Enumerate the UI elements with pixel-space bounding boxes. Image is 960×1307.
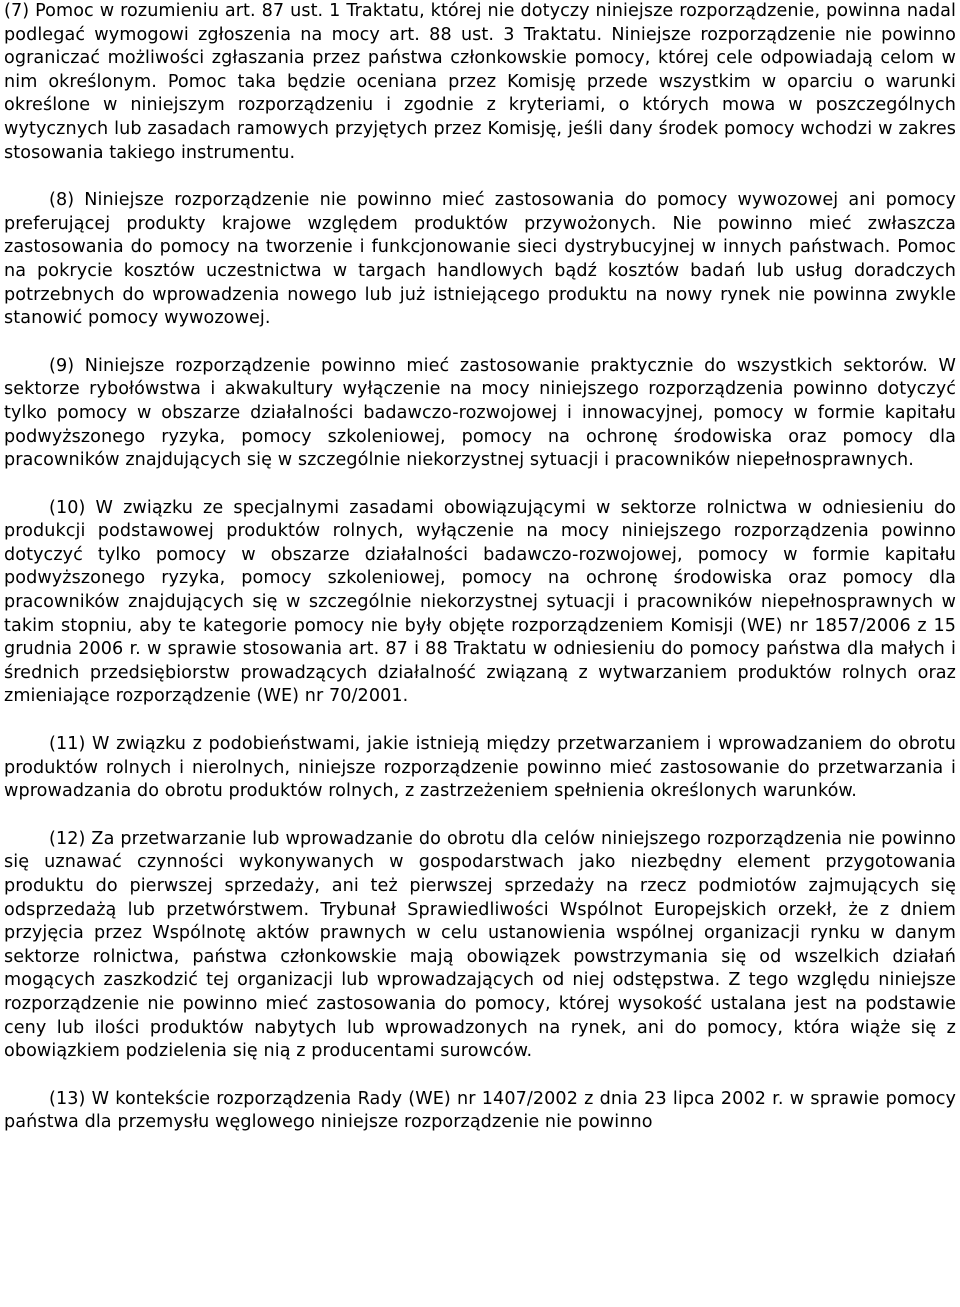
paragraph-13: (13) W kontekście rozporządzenia Rady (WE) nr 1407/2002 z dnia 23 lipca 2002 r. w sprawie pomocy państwa dla przemysłu węglowego niniejsze rozporządzenie nie powinno: [4, 1088, 956, 1133]
paragraph-9: (9) Niniejsze rozporządzenie powinno mieć zastosowanie praktycznie do wszystkich sektorów. W sektorze rybołówstwa i akwakultury wyłączenie na mocy niniejszego rozporządzenia powinno dotyczyć tylko pomocy w obszarze działalności badawczo-rozwojowej i innowacyjnej, pomocy w formie kapitału podwyższonego ryzyka, pomocy szkoleniowej, pomocy na ochronę środowiska oraz pomocy dla pracowników znajdujących się w szczególnie niekorzystnej sytuacji i pracowników niepełnosprawnych.: [4, 355, 956, 471]
paragraph-10: (10) W związku ze specjalnymi zasadami obowiązującymi w sektorze rolnictwa w odniesieniu do produkcji podstawowej produktów rolnych, wyłączenie na mocy niniejszego rozporządzenia powinno dotyczyć tylko pomocy w obszarze działalności badawczo-rozwojowej, pomocy w formie kapitału podwyższonego ryzyka, pomocy szkoleniowej, pomocy na ochronę środowiska oraz pomocy dla pracowników znajdujących się w szczególnie niekorzystnej sytuacji i pracowników niepełnosprawnych w takim stopniu, aby te kategorie pomocy nie były objęte rozporządzeniem Komisji (WE) nr 1857/2006 z 15 grudnia 2006 r. w sprawie stosowania art. 87 i 88 Traktatu w odniesieniu do pomocy państwa dla małych i średnich przedsiębiorstw prowadzących działalność związaną z wytwarzaniem produktów rolnych oraz zmieniające rozporządzenie (WE) nr 70/2001.: [4, 497, 956, 707]
paragraph-12: (12) Za przetwarzanie lub wprowadzanie do obrotu dla celów niniejszego rozporządzenia nie powinno się uznawać czynności wykonywanych w gospodarstwach jako niezbędny element przygotowania produktu do pierwszej sprzedaży, ani też pierwszej sprzedaży na rzecz podmiotów zajmujących się odsprzedażą lub przetwórstwem. Trybunał Sprawiedliwości Wspólnot Europejskich orzekł, że z dniem przyjęcia przez Wspólnotę aktów prawnych w celu ustanowienia wspólnej organizacji rynku w danym sektorze rolnictwa, państwa członkowskie mają obowiązek powstrzymania się od wszelkich działań mogących zaszkodzić tej organizacji lub wprowadzających od niej odstępstwa. Z tego względu niniejsze rozporządzenie nie powinno mieć zastosowania do pomocy, której wysokość ustalana jest na podstawie ceny lub ilości produktów nabytych lub wprowadzonych na rynek, ani do pomocy, która wiąże się z obowiązkiem podzielenia się nią z producentami surowców.: [4, 828, 956, 1062]
paragraph-8: (8) Niniejsze rozporządzenie nie powinno mieć zastosowania do pomocy wywozowej ani pomocy preferującej produkty krajowe względem produktów przywożonych. Nie powinno mieć zwłaszcza zastosowania do pomocy na tworzenie i funkcjonowanie sieci dystrybucyjnej w innych państwach. Pomoc na pokrycie kosztów uczestnictwa w targach handlowych bądź kosztów badań lub usług doradczych potrzebnych do wprowadzenia nowego lub już istniejącego produktu na nowy rynek nie powinna zwykle stanowić pomocy wywozowej.: [4, 190, 956, 329]
paragraph-11: (11) W związku z podobieństwami, jakie istnieją między przetwarzaniem i wprowadzaniem do obrotu produktów rolnych i nierolnych, niniejsze rozporządzenie powinno mieć zastosowanie do przetwarzania i wprowadzania do obrotu produktów rolnych, z zastrzeżeniem spełnienia określonych warunków.: [4, 734, 956, 802]
paragraph-7: (7) Pomoc w rozumieniu art. 87 ust. 1 Traktatu, której nie dotyczy niniejsze rozporządzenie, powinna nadal podlegać wymogowi zgłoszenia na mocy art. 88 ust. 3 Traktatu. Niniejsze rozporządzenie nie powinno ograniczać możliwości zgłaszania przez państwa członkowskie pomocy, której cele odpowiadają celom w nim określonym. Pomoc taka będzie oceniana przez Komisję przede wszystkim w oparciu o warunki określone w niniejszym rozporządzeniu i zgodnie z kryteriami, o których mowa w poszczególnych wytycznych lub zasadach ramowych przyjętych przez Komisję, jeśli dany środek pomocy wchodzi w zakres stosowania takiego instrumentu.: [4, 1, 956, 163]
